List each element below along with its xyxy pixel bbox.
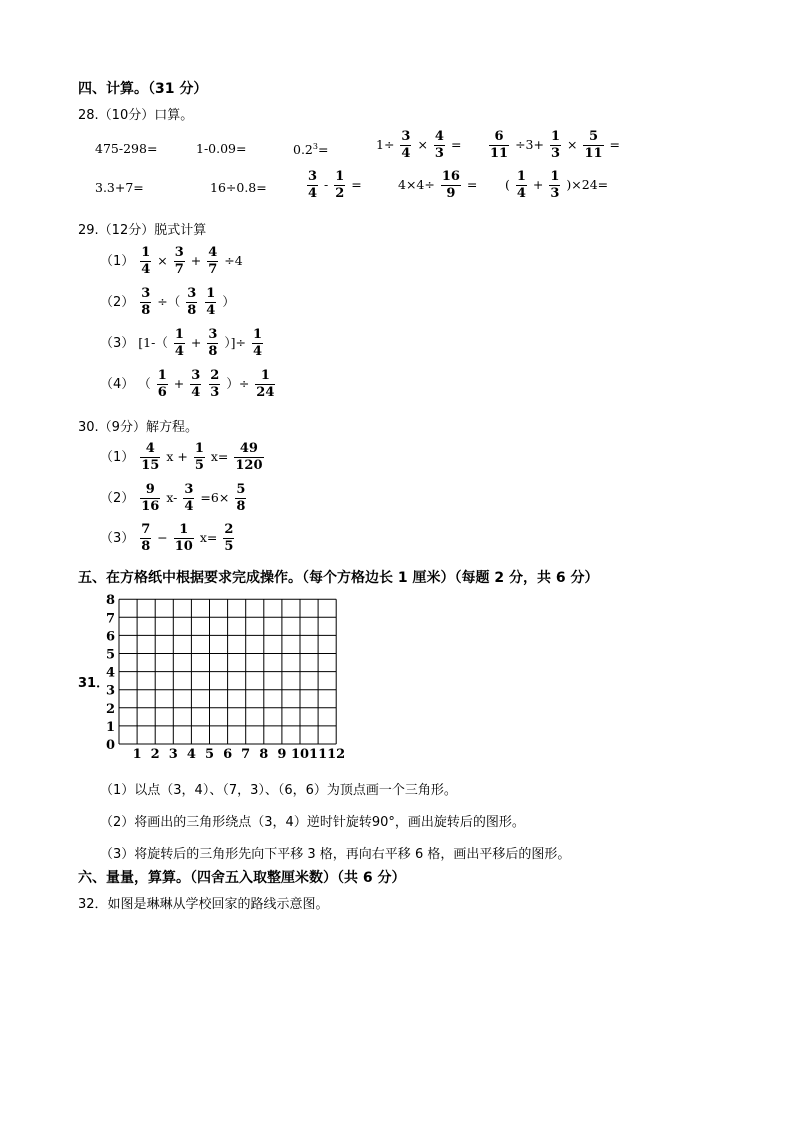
q29-part-2: （2） $\frac{3}{8}$ ÷（ $\frac{3}{8}$ $\frac{1}{4}$ ） (100, 286, 235, 318)
q31-instruction-2: （2）将画出的三角形绕点（3，4）逆时针旋转90°，画出旋转后的图形。 (100, 815, 525, 830)
q28-item-6: 3.3+7= (95, 180, 144, 195)
y-tick-label: 5 (105, 647, 115, 663)
q28-item-2: 1-0.09= (196, 141, 247, 156)
y-tick-label: 6 (105, 629, 115, 645)
y-tick-label: 7 (105, 611, 115, 627)
x-axis-ticks (133, 747, 346, 762)
x-tick-label: 12 (327, 747, 346, 762)
section-5-title: 五、在方格纸中根据要求完成操作。（每个方格边长 1 厘米）（每题 2 分，共 6 分） (78, 570, 599, 586)
q28-item-9: 4×4÷ $\frac{16}{9}$ = (398, 169, 478, 201)
y-axis-ticks (106, 593, 115, 753)
q30-part-2: （2） $\frac{9}{16}$ x- $\frac{3}{4}$ =6× $\frac{5}{8}$ (100, 482, 246, 514)
q29-part-1: （1） $\frac{1}{4}$ × $\frac{3}{7}$ + $\frac{4}{7}$ ÷4 (100, 245, 243, 277)
q31-instruction-3: （3）将旋转后的三角形先向下平移 3 格，再向右平移 6 格，画出平移后的图形。 (100, 847, 571, 862)
x-tick-label: 4 (186, 747, 196, 762)
q32-heading: 32．如图是琳琳从学校回家的路线示意图。 (78, 897, 329, 912)
y-tick-label: 3 (105, 683, 115, 699)
x-tick-label: 7 (241, 747, 251, 762)
q28-item-7: 16÷0.8= (210, 180, 267, 195)
q28-item-1: 475-298= (95, 141, 158, 156)
grid-lines (119, 599, 336, 744)
q29-part-3: （3） [1-（ $\frac{1}{4}$ + $\frac{3}{8}$ ）]÷ $\frac{1}{4}$ (100, 327, 262, 359)
q29-part-4: （4） （ $\frac{1}{6}$ + $\frac{3}{4}$ $\frac{2}{3}$ ）÷ $\frac{1}{24}$ (100, 368, 275, 400)
section-6-title: 六、量量，算算。（四舍五入取整厘米数）（共 6 分） (78, 870, 406, 886)
x-tick-label: 2 (150, 747, 160, 762)
q31-label: 31． (78, 676, 110, 691)
y-tick-label: 1 (105, 719, 115, 735)
q28-item-3: $0.2^3=$ (293, 142, 329, 158)
x-tick-label: 6 (223, 747, 233, 762)
y-tick-label: 4 (105, 665, 115, 681)
q29-heading: 29.（12分）脱式计算 (78, 223, 207, 238)
coordinate-grid (100, 590, 350, 762)
x-tick-label: 8 (259, 747, 269, 762)
q28-item-8: $\frac{3}{4}$ - $\frac{1}{2}$ = (308, 169, 362, 201)
q28-item-5: $\frac{6}{11}$ ÷3+ $\frac{1}{3}$ × $\frac{5}{11}$ = (490, 129, 621, 161)
q28-item-4: 1÷ $\frac{3}{4}$ × $\frac{4}{3}$ = (376, 129, 462, 161)
y-tick-label: 0 (105, 738, 115, 753)
q28-item-10: ( $\frac{1}{4}$ + $\frac{1}{3}$ )×24= (505, 169, 609, 201)
x-tick-label: 5 (204, 747, 215, 762)
y-tick-label: 8 (105, 593, 115, 609)
q30-heading: 30.（9分）解方程。 (78, 420, 198, 435)
x-tick-label: 10 (290, 747, 310, 762)
section-4-title: 四、计算。（31 分） (78, 81, 208, 97)
x-tick-label: 9 (277, 747, 287, 762)
q30-part-1: （1） $\frac{4}{15}$ x + $\frac{1}{5}$ x= $\frac{49}{120}$ (100, 441, 263, 473)
q31-instruction-1: （1）以点（3，4）、（7，3）、（6，6）为顶点画一个三角形。 (100, 783, 457, 798)
q30-part-3: （3） $\frac{7}{8}$ − $\frac{1}{10}$ x= $\frac{2}{5}$ (100, 522, 234, 554)
x-tick-label: 3 (168, 747, 178, 762)
y-tick-label: 2 (105, 701, 115, 717)
x-tick-label: 1 (132, 747, 142, 762)
x-tick-label: 11 (309, 747, 328, 762)
q28-heading: 28.（10分）口算。 (78, 108, 194, 123)
